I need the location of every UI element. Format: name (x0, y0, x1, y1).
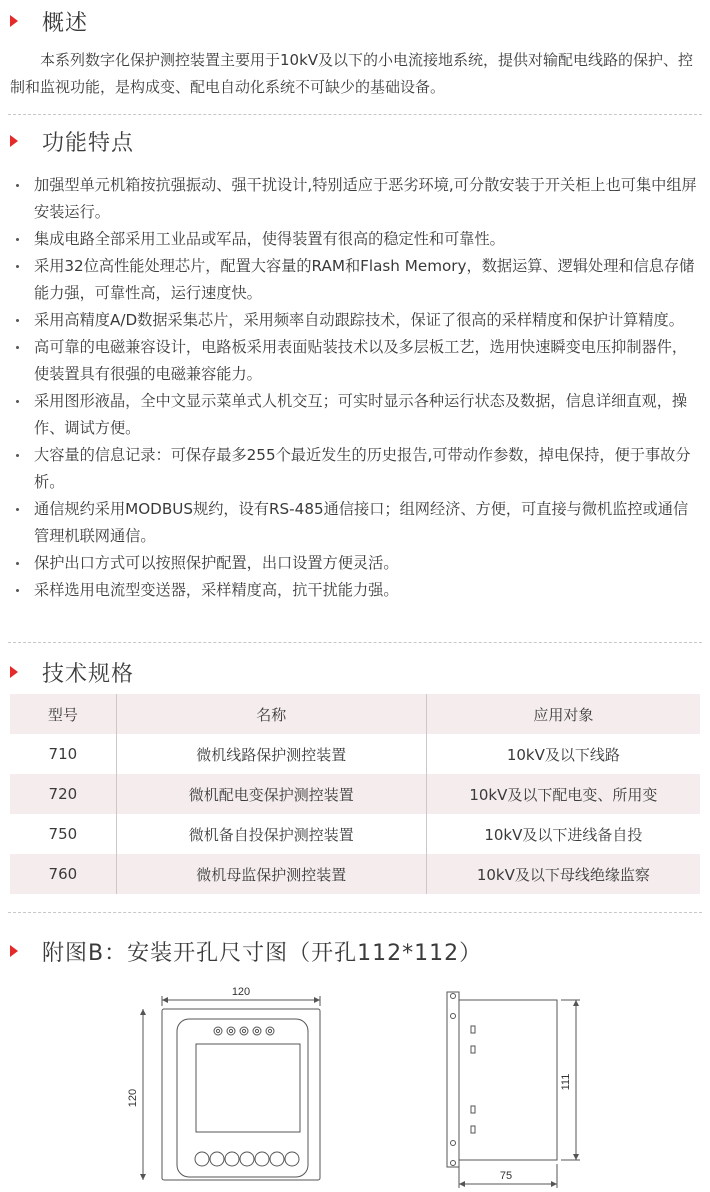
lcd-screen (196, 1044, 300, 1132)
feature-text: 采用32位高性能处理芯片，配置大容量的RAM和Flash Memory，数据运算、逻辑处理和信息存储能力强，可靠性高，运行速度快。 (34, 257, 695, 302)
feature-item (10, 442, 698, 496)
section-divider (8, 642, 702, 643)
mounting-drawing (0, 975, 710, 1192)
bullet-icon (16, 265, 19, 268)
section-title: 技术规格 (42, 661, 135, 687)
arrowhead-icon (551, 1181, 557, 1187)
side-height-label: 111 (560, 1073, 572, 1091)
arrowhead-icon (140, 1009, 146, 1015)
feature-item (10, 253, 698, 307)
arrowhead-icon (162, 997, 168, 1003)
feature-item (10, 334, 698, 388)
section-divider (8, 912, 702, 913)
bullet-icon (16, 319, 19, 322)
cell-model: 750 (48, 825, 78, 843)
cell-name: 微机母监保护测控装置 (116, 854, 426, 894)
arrowhead-icon (459, 1181, 465, 1187)
red-arrow-icon (10, 15, 18, 27)
feature-list (10, 172, 698, 604)
table-row (10, 814, 700, 854)
front-width-label: 120 (231, 986, 251, 998)
arrowhead-icon (314, 997, 320, 1003)
bullet-icon (16, 562, 19, 565)
table-row (10, 774, 700, 814)
section-figure-heading (0, 934, 482, 968)
arrowhead-icon (573, 1000, 579, 1006)
overview-paragraph: 本系列数字化保护测控装置主要用于10kV及以下的小电流接地系统，提供对输配电线路的保护、控制和监视功能，是构成变、配电自动化系统不可缺少的基础设备。 (10, 51, 694, 96)
section-overview-heading (0, 4, 88, 38)
feature-text: 集成电路全部采用工业品或军品，使得装置有很高的稳定性和可靠性。 (34, 230, 505, 248)
cell-application: 10kV及以下母线绝缘监察 (426, 854, 700, 894)
feature-text: 采用图形液晶，全中文显示菜单式人机交互；可实时显示各种运行状态及数据，信息详细直观，操作、调试方便。 (34, 392, 688, 437)
red-arrow-icon (10, 135, 18, 147)
arrowhead-icon (573, 1154, 579, 1160)
table-row (10, 734, 700, 774)
bullet-icon (16, 454, 19, 457)
section-features-heading (0, 124, 134, 158)
feature-text: 通信规约采用MODBUS规约，设有RS-485通信接口；组网经济、方便，可直接与微机监控或通信管理机联网通信。 (34, 500, 689, 545)
front-view (140, 996, 320, 1180)
section-title: 附图B：安装开孔尺寸图（开孔112*112） (42, 940, 483, 966)
feature-item (10, 226, 698, 253)
bullet-icon (16, 508, 19, 511)
cell-application: 10kV及以下进线备自投 (426, 814, 700, 854)
spec-table (10, 694, 700, 894)
bullet-icon (16, 238, 19, 241)
red-arrow-icon (10, 945, 18, 957)
front-panel-outline (162, 1009, 320, 1180)
section-specs-heading (0, 655, 134, 689)
feature-item (10, 577, 698, 604)
table-row (10, 854, 700, 894)
feature-text: 采样选用电流型变送器，采样精度高，抗干扰能力强。 (34, 581, 399, 599)
feature-text: 保护出口方式可以按照保护配置，出口设置方便灵活。 (34, 554, 399, 572)
feature-text: 采用高精度A/D数据采集芯片，采用频率自动跟踪技术，保证了很高的采样精度和保护计算精度。 (34, 311, 684, 329)
table-header-row (10, 694, 700, 734)
feature-item (10, 388, 698, 442)
bullet-icon (16, 346, 19, 349)
column-header-model: 型号 (10, 694, 116, 734)
side-depth-label: 75 (499, 1170, 513, 1182)
feature-item (10, 496, 698, 550)
arrowhead-icon (140, 1174, 146, 1180)
feature-text: 大容量的信息记录：可保存最多255个最近发生的历史报告,可带动作参数，掉电保持，便于事故分析。 (34, 446, 691, 491)
red-arrow-icon (10, 666, 18, 678)
keypad-buttons (195, 1152, 299, 1166)
feature-item (10, 550, 698, 577)
indicator-leds (214, 1027, 274, 1035)
cell-model: 720 (10, 774, 116, 814)
section-divider (8, 114, 702, 115)
cell-name: 微机配电变保护测控装置 (116, 774, 426, 814)
bullet-icon (16, 589, 19, 592)
feature-text: 加强型单元机箱按抗强振动、强干扰设计,特别适应于恶劣环境,可分散安装于开关柜上也可集中组屏安装运行。 (34, 176, 697, 221)
cell-application: 10kV及以下线路 (426, 734, 700, 774)
feature-item (10, 307, 698, 334)
column-header-application: 应用对象 (426, 694, 700, 734)
section-title: 概述 (42, 10, 89, 36)
cell-model: 710 (48, 745, 78, 763)
front-height-label: 120 (127, 1088, 139, 1108)
feature-text: 高可靠的电磁兼容设计，电路板采用表面贴装技术以及多层板工艺，选用快速瞬变电压抑制器件，使装置具有很强的电磁兼容能力。 (34, 338, 688, 383)
column-header-name: 名称 (116, 694, 426, 734)
bullet-icon (16, 184, 19, 187)
side-body-outline (459, 1000, 557, 1160)
cell-name: 微机备自投保护测控装置 (116, 814, 426, 854)
bullet-icon (16, 400, 19, 403)
cell-model: 760 (10, 854, 116, 894)
section-title: 功能特点 (42, 130, 135, 156)
cell-name: 微机线路保护测控装置 (116, 734, 426, 774)
cell-application: 10kV及以下配电变、所用变 (426, 774, 700, 814)
feature-item (10, 172, 698, 226)
